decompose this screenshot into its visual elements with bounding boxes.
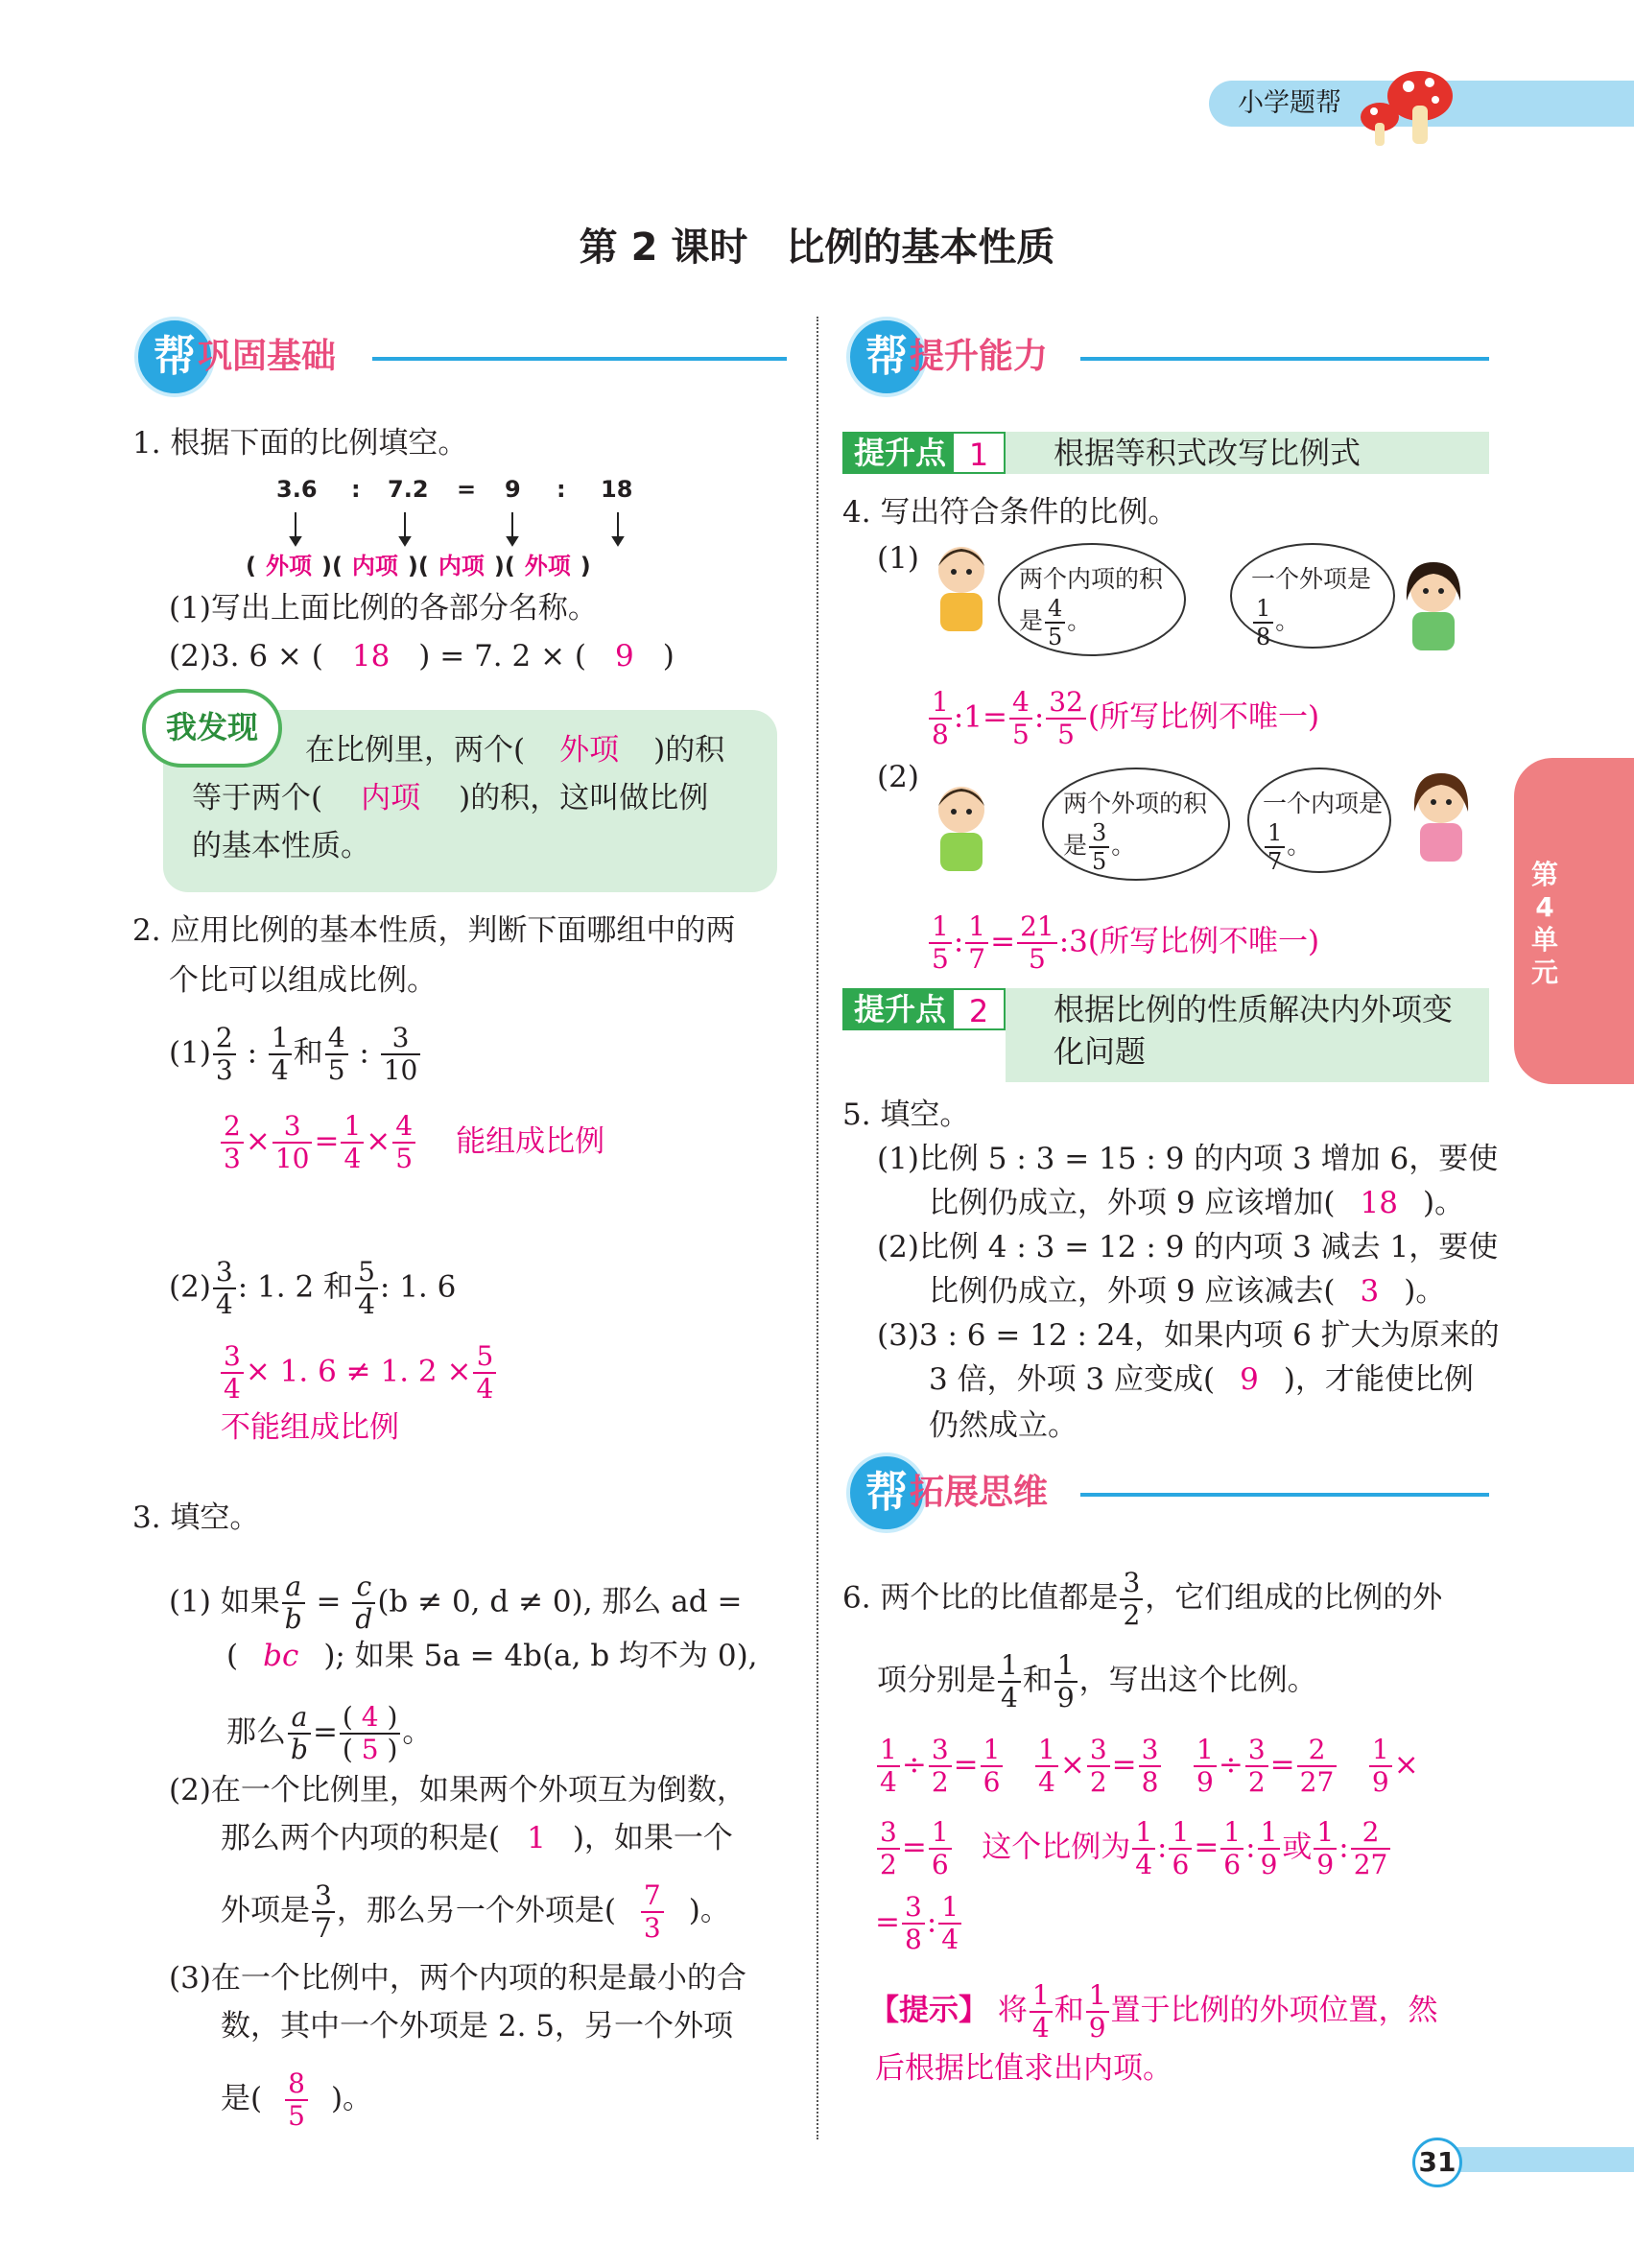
section-badge: 帮 bbox=[134, 317, 215, 397]
text: (1) 如果 bbox=[169, 1584, 280, 1619]
fraction: $\frac{2}{27}$ bbox=[1297, 1736, 1338, 1796]
fraction: $\frac{a}{b}$ bbox=[282, 1573, 305, 1633]
text: 化问题 bbox=[1054, 1033, 1147, 1070]
answer: 内项 bbox=[361, 781, 421, 815]
fraction: $\frac{1}{8}$ bbox=[929, 689, 952, 748]
discovery-line3: 的基本性质。 bbox=[192, 829, 370, 863]
page-title: 第 2 课时 比例的基本性质 bbox=[579, 225, 1055, 270]
text: 将 bbox=[997, 1993, 1028, 2028]
fraction: $\frac{1}{4}$ bbox=[269, 1025, 292, 1084]
fraction: $\frac{3}{8}$ bbox=[902, 1894, 925, 1953]
fraction: $\frac{a}{b}$ bbox=[288, 1704, 311, 1763]
text: 比例仍成立，外项 9 应该增加( bbox=[929, 1186, 1336, 1220]
fraction: $\frac{1}{9}$ bbox=[1194, 1736, 1217, 1796]
section-badge: 帮 bbox=[846, 1453, 927, 1533]
answer: 9 bbox=[615, 639, 634, 673]
answer: 外项 bbox=[559, 733, 620, 768]
q6-work-line3: = $\frac{3}{8}$ : $\frac{1}{4}$ bbox=[875, 1894, 963, 1953]
text: 项分别是 bbox=[877, 1663, 996, 1698]
section-header-ability bbox=[846, 317, 1489, 403]
text: 那么 bbox=[226, 1714, 286, 1750]
text: 和 bbox=[1022, 1663, 1053, 1698]
q2-part2-work bbox=[219, 1340, 498, 1405]
fraction: $\frac{( 4 )}{( 5 )}$ bbox=[340, 1704, 400, 1763]
answer: 1 bbox=[527, 1821, 546, 1855]
fraction: $\frac{1}{4}$ bbox=[938, 1894, 961, 1953]
q3-sub3-line1: (3)在一个比例中，两个内项的积是最小的合 bbox=[169, 1961, 746, 1996]
fraction: $\frac{3}{2}$ bbox=[1087, 1736, 1110, 1796]
fraction: $\frac{3}{8}$ bbox=[1139, 1736, 1162, 1796]
fraction: $\frac{1}{9}$ bbox=[1369, 1736, 1392, 1796]
q3-stem: 3. 填空。 bbox=[132, 1500, 260, 1535]
text: ，写出这个比例。 bbox=[1078, 1663, 1317, 1698]
section-rule bbox=[372, 357, 787, 361]
boy-icon bbox=[923, 537, 1000, 643]
text: ); 如果 5a = 4b(a, b 均不为 0), bbox=[323, 1639, 758, 1673]
mushroom-icon bbox=[1353, 58, 1458, 154]
text: 6. 两个比的比值都是 bbox=[842, 1580, 1119, 1616]
fraction: $\frac{4}{5}$ bbox=[1045, 597, 1065, 649]
fraction: $\frac{21}{5}$ bbox=[1017, 913, 1057, 973]
fraction: $\frac{1}{6}$ bbox=[1220, 1819, 1243, 1878]
text: 那么两个内项的积是( bbox=[221, 1821, 501, 1855]
text: (b ≠ 0, d ≠ 0), 那么 ad = bbox=[377, 1584, 743, 1619]
text: 比例仍成立，外项 9 应该减去( bbox=[929, 1274, 1336, 1309]
fraction: $\frac{1}{6}$ bbox=[929, 1819, 952, 1878]
q3-sub1-line1: (1) 如果 $\frac{a}{b}$ = $\frac{c}{d}$ (b ≠ 0, d ≠ 0), 那么 ad = bbox=[169, 1571, 743, 1635]
fraction: $\frac{3}{5}$ bbox=[1089, 821, 1109, 873]
fraction: $\frac{1}{9}$ bbox=[1086, 1982, 1109, 2042]
text: 两个外项的积是 bbox=[1063, 790, 1208, 860]
text: )，才能使比例 bbox=[1283, 1362, 1474, 1397]
point-label: 提升点 bbox=[842, 432, 1006, 474]
q3-sub1-line2: ( bc ); 如果 5a = 4b(a, b 均不为 0), bbox=[226, 1639, 758, 1673]
fraction: $\frac{1}{8}$ bbox=[1253, 597, 1273, 649]
text: 一个外项是 bbox=[1251, 565, 1372, 593]
text: ，那么另一个外项是( bbox=[336, 1893, 616, 1928]
q6-stem-line2 bbox=[877, 1649, 1317, 1713]
text: 两个内项的积是 bbox=[1019, 565, 1164, 635]
text: )。 bbox=[688, 1893, 730, 1928]
text: 和 bbox=[293, 1035, 323, 1071]
term-c: 9 bbox=[505, 476, 521, 503]
unit-label: 第4单元 bbox=[1530, 859, 1558, 988]
colon: : bbox=[557, 476, 566, 503]
q5-s2-line2 bbox=[929, 1272, 1445, 1311]
fraction: $\frac{4}{5}$ bbox=[325, 1025, 348, 1084]
text: ) bbox=[662, 639, 675, 673]
girl-icon bbox=[1395, 556, 1472, 662]
text: 是( bbox=[221, 2081, 263, 2116]
fraction: $\frac{1}{4}$ bbox=[1132, 1819, 1155, 1878]
note: (所写比例不唯一) bbox=[1087, 699, 1320, 735]
q5-s1-line1: (1)比例 5 : 3 = 15 : 9 的内项 3 增加 6，要使 bbox=[877, 1142, 1499, 1176]
term-d: 18 bbox=[601, 476, 633, 503]
text: : 1. 2 和 bbox=[237, 1269, 354, 1305]
speech-bubble: 两个外项的积是 $\frac{3}{5}$ 。 bbox=[1042, 768, 1230, 881]
page-number-bar bbox=[1449, 2147, 1634, 2172]
point-label: 提升点 bbox=[842, 988, 1006, 1030]
fraction: $\frac{3}{10}$ bbox=[272, 1113, 313, 1172]
q3-sub3-line2: 数，其中一个外项是 2. 5，另一个外项 bbox=[221, 2009, 734, 2044]
text: : 1. 6 bbox=[379, 1269, 457, 1305]
fraction: $\frac{1}{4}$ bbox=[998, 1652, 1021, 1712]
text: )。 bbox=[330, 2081, 373, 2116]
fraction: $\frac{3}{4}$ bbox=[221, 1343, 244, 1403]
text: 一个内项是 bbox=[1263, 790, 1384, 817]
q5-s3-line3: 仍然成立。 bbox=[929, 1408, 1077, 1443]
q3-sub2-line1: (2)在一个比例里，如果两个外项互为倒数， bbox=[169, 1773, 746, 1807]
colon: : bbox=[351, 476, 361, 503]
fraction: $\frac{3}{2}$ bbox=[929, 1736, 952, 1796]
q6-work-line2: $\frac{3}{2}$ = $\frac{1}{6}$ 这个比例为 $\frac{1}{4}$ : $\frac{1}{6}$ = $\frac{1}{6}$ : $\frac{1}{9}$ 或 $\frac{1}{9}$ : $\frac{2}{27}$ bbox=[875, 1819, 1392, 1878]
q1-sub1: (1)写出上面比例的各部分名称。 bbox=[169, 591, 598, 626]
q3-sub3-line3 bbox=[221, 2067, 373, 2132]
q4-stem: 4. 写出符合条件的比例。 bbox=[842, 495, 1178, 530]
q4-p1-answer: $\frac{1}{8}$ :1= $\frac{4}{5}$ : $\frac{32}{5}$ (所写比例不唯一) bbox=[927, 689, 1319, 748]
text: )，如果一个 bbox=[572, 1821, 733, 1855]
fraction: $\frac{1}{9}$ bbox=[1054, 1652, 1077, 1712]
answer: 4 bbox=[361, 1701, 379, 1733]
q2-stem2: 个比可以组成比例。 bbox=[169, 963, 437, 998]
brand-name: 小学题帮 bbox=[1238, 88, 1341, 118]
text: ) = 7. 2 × ( bbox=[418, 639, 587, 673]
answer: 内项 bbox=[351, 553, 398, 579]
discovery-badge: 我发现 bbox=[142, 689, 282, 768]
fraction: $\frac{c}{d}$ bbox=[352, 1573, 375, 1633]
section-badge: 帮 bbox=[846, 317, 927, 397]
q2-part1: (1) $\frac{2}{3}$ : $\frac{1}{4}$ 和 $\frac{4}{5}$ : $\frac{3}{10}$ bbox=[169, 1025, 422, 1084]
speech-bubble: 一个外项是 $\frac{1}{8}$ 。 bbox=[1230, 543, 1395, 649]
section-title: 拓展思维 bbox=[910, 1473, 1049, 1512]
fraction: $\frac{3}{2}$ bbox=[1245, 1736, 1268, 1796]
column-divider bbox=[817, 317, 818, 2139]
fraction: $\frac{3}{2}$ bbox=[1120, 1570, 1143, 1629]
q3-sub2-line2 bbox=[221, 1819, 733, 1857]
q6-work-line1: $\frac{1}{4}$ ÷ $\frac{3}{2}$ = $\frac{1}{6}$ $\frac{1}{4}$ × $\frac{3}{2}$ = $\frac{3}{8}$ $\frac{1}{9}$ ÷ $\frac{3}{2}$ = $\frac{2}{27}$ $\frac{1}{9}$ × bbox=[875, 1736, 1419, 1796]
answer: 外项 bbox=[524, 553, 571, 579]
equals: = bbox=[457, 476, 477, 503]
text: 3 倍，外项 3 应变成( bbox=[929, 1362, 1216, 1397]
q3-sub2-line3 bbox=[221, 1879, 730, 1944]
text: 等于两个( bbox=[192, 781, 323, 815]
text: 置于比例的外项位置，然 bbox=[1110, 1993, 1438, 2028]
q5-stem: 5. 填空。 bbox=[842, 1098, 970, 1132]
fraction: $\frac{2}{3}$ bbox=[213, 1025, 236, 1084]
hint-label: 【提示】 bbox=[869, 1993, 988, 2028]
text: 和 bbox=[1054, 1993, 1084, 2028]
section-title: 提升能力 bbox=[910, 337, 1049, 376]
text: )的积，这叫做比例 bbox=[459, 781, 709, 815]
fraction: $\frac{3}{4}$ bbox=[213, 1259, 236, 1318]
q3-sub1-line3: 那么 $\frac{a}{b}$ = $\frac{( 4 )}{( 5 )}$ 。 bbox=[226, 1701, 433, 1765]
answer: bc bbox=[263, 1639, 299, 1673]
q5-s2-line1: (2)比例 4 : 3 = 12 : 9 的内项 3 减去 1，要使 bbox=[877, 1230, 1499, 1264]
text: ，它们组成的比例的外 bbox=[1145, 1580, 1443, 1616]
speech-bubble: 两个内项的积是 $\frac{4}{5}$ 。 bbox=[998, 543, 1186, 656]
term-a: 3.6 bbox=[276, 476, 318, 503]
fraction: $\frac{1}{5}$ bbox=[929, 913, 952, 973]
arrows bbox=[269, 510, 652, 549]
answer: 外项 bbox=[265, 553, 312, 579]
fraction: $\frac{3}{7}$ bbox=[312, 1882, 335, 1942]
fraction: $\frac{3}{2}$ bbox=[877, 1819, 900, 1878]
label: (1) bbox=[169, 1035, 211, 1071]
section-header-extend bbox=[846, 1453, 1489, 1539]
label: (2) bbox=[169, 1269, 211, 1305]
q4-p2-answer: $\frac{1}{5}$ : $\frac{1}{7}$ = $\frac{21}{5}$ :3(所写比例不唯一) bbox=[927, 913, 1319, 973]
page-number: 31 bbox=[1412, 2138, 1462, 2187]
section-rule bbox=[1080, 357, 1489, 361]
answer: 18 bbox=[1360, 1186, 1398, 1220]
text: )。 bbox=[1404, 1274, 1446, 1309]
fraction: $\frac{2}{3}$ bbox=[221, 1113, 244, 1172]
discovery-line2 bbox=[192, 779, 708, 817]
q5-s3-line2 bbox=[929, 1360, 1474, 1399]
point-number: 1 bbox=[952, 432, 1006, 474]
fraction: $\frac{1}{4}$ bbox=[1030, 1982, 1053, 2042]
q5-s3-line1: (3)3 : 6 = 12 : 24，如果内项 6 扩大为原来的 bbox=[877, 1318, 1500, 1353]
fraction: $\frac{1}{4}$ bbox=[1035, 1736, 1058, 1796]
point-number: 2 bbox=[952, 988, 1006, 1030]
fraction: $\frac{1}{9}$ bbox=[1314, 1819, 1337, 1878]
text: 在比例里，两个( bbox=[305, 733, 526, 768]
q6-hint-line2: 后根据比值求出内项。 bbox=[875, 2051, 1172, 2086]
text: 根据比例的性质解决内外项变 bbox=[1054, 991, 1454, 1028]
q5-s1-line2 bbox=[929, 1184, 1464, 1222]
text: (2)3. 6 × ( bbox=[169, 639, 323, 673]
point-text bbox=[1006, 988, 1489, 1082]
fraction: $\frac{5}{4}$ bbox=[355, 1259, 378, 1318]
term-b: 7.2 bbox=[388, 476, 429, 503]
discovery-line1 bbox=[305, 731, 724, 769]
fraction: $\frac{1}{4}$ bbox=[341, 1113, 364, 1172]
section-header-basics bbox=[134, 317, 787, 403]
fraction: $\frac{2}{27}$ bbox=[1351, 1819, 1391, 1878]
point-text: 根据等积式改写比例式 bbox=[1006, 432, 1489, 474]
fraction: $\frac{1}{4}$ bbox=[877, 1736, 900, 1796]
note: (所写比例不唯一) bbox=[1087, 924, 1320, 959]
speech-bubble: 一个内项是 $\frac{1}{7}$ 。 bbox=[1247, 768, 1391, 873]
q6-stem-line1 bbox=[842, 1567, 1443, 1631]
section-title: 巩固基础 bbox=[198, 337, 337, 376]
q2-part2-conclusion: 不能组成比例 bbox=[221, 1410, 399, 1445]
fraction: $\frac{4}{5}$ bbox=[1009, 689, 1032, 748]
fraction: $\frac{4}{5}$ bbox=[392, 1113, 415, 1172]
girl-icon bbox=[1403, 768, 1480, 873]
q2-part1-work: $\frac{2}{3}$ × $\frac{3}{10}$ = $\frac{1}{4}$ × $\frac{4}{5}$ 能组成比例 bbox=[219, 1113, 604, 1172]
fraction: $\frac{3}{10}$ bbox=[381, 1025, 421, 1084]
fraction: $\frac{5}{4}$ bbox=[473, 1343, 496, 1403]
q2-stem1: 2. 应用比例的基本性质，判断下面哪组中的两 bbox=[132, 913, 736, 948]
text: 外项是 bbox=[221, 1893, 310, 1928]
q6-hint-line1 bbox=[869, 1979, 1438, 2044]
section-rule bbox=[1080, 1493, 1489, 1497]
answer: 5 bbox=[361, 1734, 379, 1765]
fraction: $\frac{32}{5}$ bbox=[1046, 689, 1086, 748]
text: 这个比例为 bbox=[982, 1830, 1131, 1865]
fraction: $\frac{1}{7}$ bbox=[1265, 821, 1285, 873]
q1-stem: 1. 根据下面的比例填空。 bbox=[132, 426, 468, 461]
fraction: $\frac{1}{6}$ bbox=[1169, 1819, 1192, 1878]
text: × 1. 6 ≠ 1. 2 × bbox=[245, 1354, 472, 1389]
answer: 18 bbox=[351, 639, 391, 673]
answer: 内项 bbox=[438, 553, 485, 579]
answer-fraction: $\frac{8}{5}$ bbox=[285, 2070, 308, 2130]
answer: 9 bbox=[1240, 1362, 1259, 1397]
answer-fraction: $\frac{7}{3}$ bbox=[641, 1882, 664, 1942]
answer: 3 bbox=[1360, 1274, 1380, 1309]
fraction: $\frac{1}{9}$ bbox=[1258, 1819, 1281, 1878]
boy-icon bbox=[923, 777, 1000, 883]
q1-sub2 bbox=[169, 637, 675, 675]
q4-p1-label: (1) bbox=[877, 541, 919, 576]
text: )的积 bbox=[653, 733, 725, 768]
q1-names: ( 外项 )( 内项 )( 内项 )( 外项 ) bbox=[246, 553, 591, 579]
conclusion: 能组成比例 bbox=[456, 1123, 605, 1159]
fraction: $\frac{1}{7}$ bbox=[965, 913, 988, 973]
text: )。 bbox=[1422, 1186, 1465, 1220]
q4-p2-label: (2) bbox=[877, 760, 919, 794]
q2-part2 bbox=[169, 1256, 457, 1320]
fraction: $\frac{1}{6}$ bbox=[981, 1736, 1004, 1796]
text: 或 bbox=[1282, 1830, 1313, 1865]
